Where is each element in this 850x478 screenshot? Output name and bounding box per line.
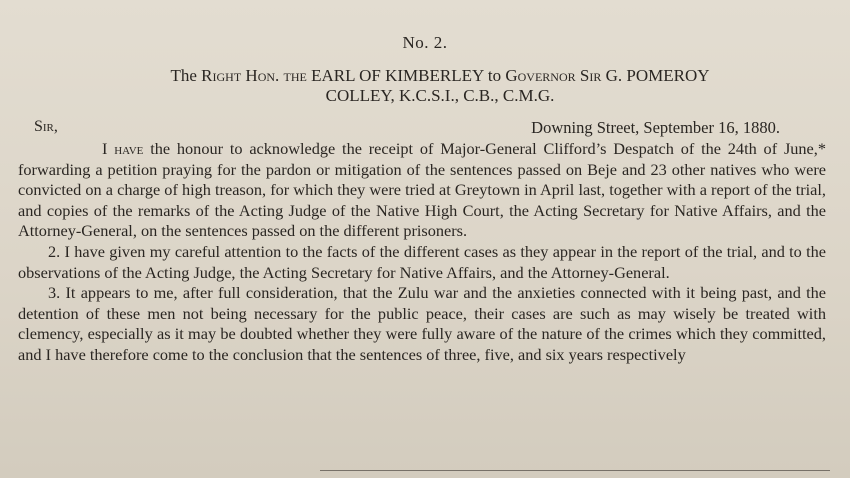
footnote-rule xyxy=(320,470,830,471)
letter-heading xyxy=(50,66,830,106)
address-date: Downing Street, September 16, 1880. xyxy=(531,118,780,137)
document-number: No. 2. xyxy=(402,33,448,52)
paragraph-2: 2. I have given my careful attention to the facts of the different cases as they appear in the report of the trial, and to the observations of the Acting Judge, the Acting Secretary for Native Affairs, and the Attorney-General. xyxy=(18,241,826,282)
paragraph-1 xyxy=(18,139,826,242)
paragraph-3: 3. It appears to me, after full consideration, that the Zulu war and the anxieties connected with it being past, and the detention of these men not being necessary for the public peace, their cases are such as may wisely be treated with clemency, especially as it may be doubted whether they were fully aware of the nature of the crimes which they committed, and I have therefore come to the conclusion that the sentences of three, five, and six years respectively xyxy=(18,283,826,364)
heading-title-sc: Right Hon. the xyxy=(201,66,307,85)
paragraph-1-text: the honour to acknowledge the receipt of Major-General Clifford’s Despatch of the 24th of June,* forwarding a petition praying for the pardon or mitigation of the sentences passed on Beje and 23 other natives who were convicted on a charge of high treason, for which they were tried at Greytown in April last, together with a report of the trial, and copies of the remarks of the Acting Judge of the Native High Court, the Acting Secretary for Native Affairs, and the Attorney-General, on the sentences passed on the different prisoners. xyxy=(18,139,826,241)
heading-recipient-name: G. POMEROY xyxy=(601,66,710,85)
heading-recipient-title: Governor Sir xyxy=(505,66,602,85)
heading-line2: COLLEY, K.C.S.I., C.B., C.M.G. xyxy=(325,86,555,105)
salutation: Sir, xyxy=(34,118,58,135)
paragraph-1-lead: I have xyxy=(102,139,144,158)
heading-prefix: The xyxy=(170,66,202,85)
heading-sender: EARL OF KIMBERLEY to xyxy=(306,66,506,85)
letter-body xyxy=(18,139,826,366)
